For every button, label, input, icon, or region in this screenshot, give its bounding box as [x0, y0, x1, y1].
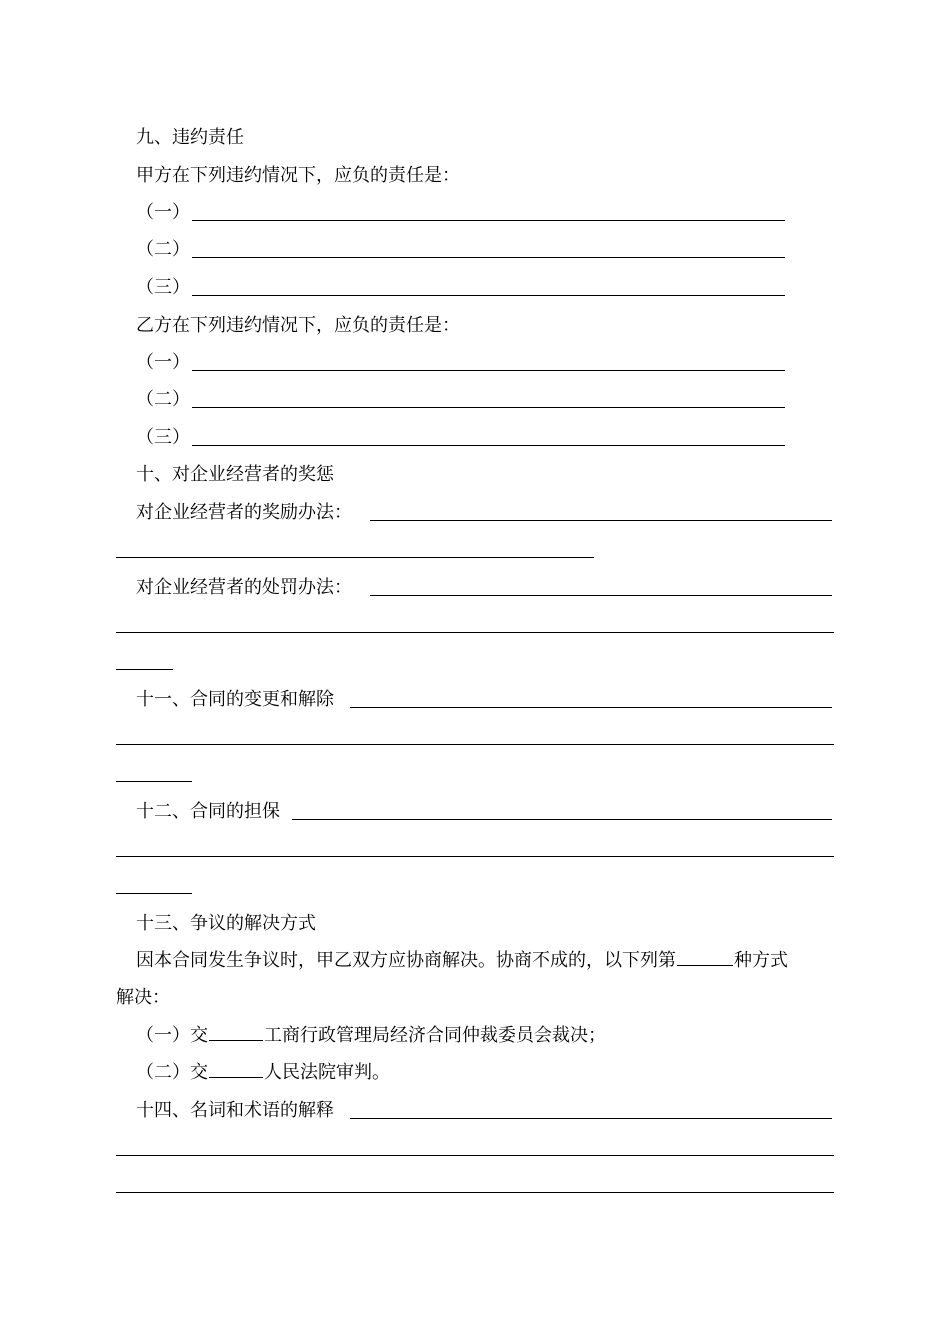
terms-definition-blank-2[interactable]: [116, 1155, 834, 1156]
dispute-method-number-blank[interactable]: [677, 964, 733, 966]
penalty-method-blank-1[interactable]: [370, 595, 832, 596]
party-a-item-1-label: （一）: [136, 202, 190, 223]
dispute-option-1-prefix: （一）交: [136, 1025, 208, 1046]
party-b-item-2-blank[interactable]: [192, 407, 785, 408]
party-b-liability-intro: 乙方在下列违约情况下，应负的责任是：: [136, 315, 460, 336]
party-a-item-3-label: （三）: [136, 277, 190, 298]
party-b-item-1-blank[interactable]: [192, 370, 785, 371]
contract-change-blank-1[interactable]: [350, 707, 832, 708]
party-a-item-3-blank[interactable]: [192, 295, 785, 296]
dispute-option-2-suffix: 人民法院审判。: [264, 1062, 390, 1083]
dispute-paragraph-text: 因本合同发生争议时，甲乙双方应协商解决。协商不成的，以下列第: [136, 950, 676, 971]
section-13-heading: 十三、争议的解决方式: [136, 913, 316, 934]
section-14-heading: 十四、名词和术语的解释: [136, 1100, 334, 1121]
section-11-heading: 十一、合同的变更和解除: [136, 689, 334, 710]
court-location-blank[interactable]: [209, 1076, 263, 1078]
terms-definition-blank-1[interactable]: [350, 1118, 832, 1119]
party-b-item-2-label: （二）: [136, 389, 190, 410]
guarantee-blank-1[interactable]: [292, 819, 832, 820]
party-a-item-2-label: （二）: [136, 239, 190, 260]
dispute-option-1: [136, 1024, 606, 1048]
section-12-heading: 十二、合同的担保: [136, 801, 280, 822]
arbitration-location-blank[interactable]: [209, 1039, 263, 1041]
party-a-item-2-blank[interactable]: [192, 257, 785, 258]
terms-definition-blank-3[interactable]: [116, 1192, 834, 1193]
contract-change-blank-3[interactable]: [116, 781, 192, 782]
section-9-heading: 九、违约责任: [136, 127, 244, 148]
dispute-paragraph: [136, 949, 788, 973]
dispute-option-2: [136, 1061, 390, 1085]
party-a-item-1-blank[interactable]: [192, 220, 785, 221]
contract-change-blank-2[interactable]: [116, 744, 834, 745]
party-a-liability-intro: 甲方在下列违约情况下，应负的责任是：: [136, 165, 460, 186]
guarantee-blank-3[interactable]: [116, 893, 192, 894]
guarantee-blank-2[interactable]: [116, 856, 834, 857]
reward-method-blank-1[interactable]: [370, 520, 832, 521]
party-b-item-3-blank[interactable]: [192, 445, 785, 446]
dispute-paragraph-continuation: 解决：: [116, 987, 170, 1008]
penalty-method-blank-2[interactable]: [116, 632, 834, 633]
party-b-item-3-label: （三）: [136, 427, 190, 448]
reward-method-blank-2[interactable]: [116, 557, 594, 558]
dispute-option-2-prefix: （二）交: [136, 1062, 208, 1083]
section-10-heading: 十、对企业经营者的奖惩: [136, 464, 334, 485]
dispute-paragraph-suffix: 种方式: [734, 950, 788, 971]
reward-method-label: 对企业经营者的奖励办法：: [136, 502, 352, 523]
penalty-method-blank-3[interactable]: [116, 669, 173, 670]
penalty-method-label: 对企业经营者的处罚办法：: [136, 577, 352, 598]
dispute-option-1-suffix: 工商行政管理局经济合同仲裁委员会裁决；: [264, 1025, 606, 1046]
party-b-item-1-label: （一）: [136, 352, 190, 373]
